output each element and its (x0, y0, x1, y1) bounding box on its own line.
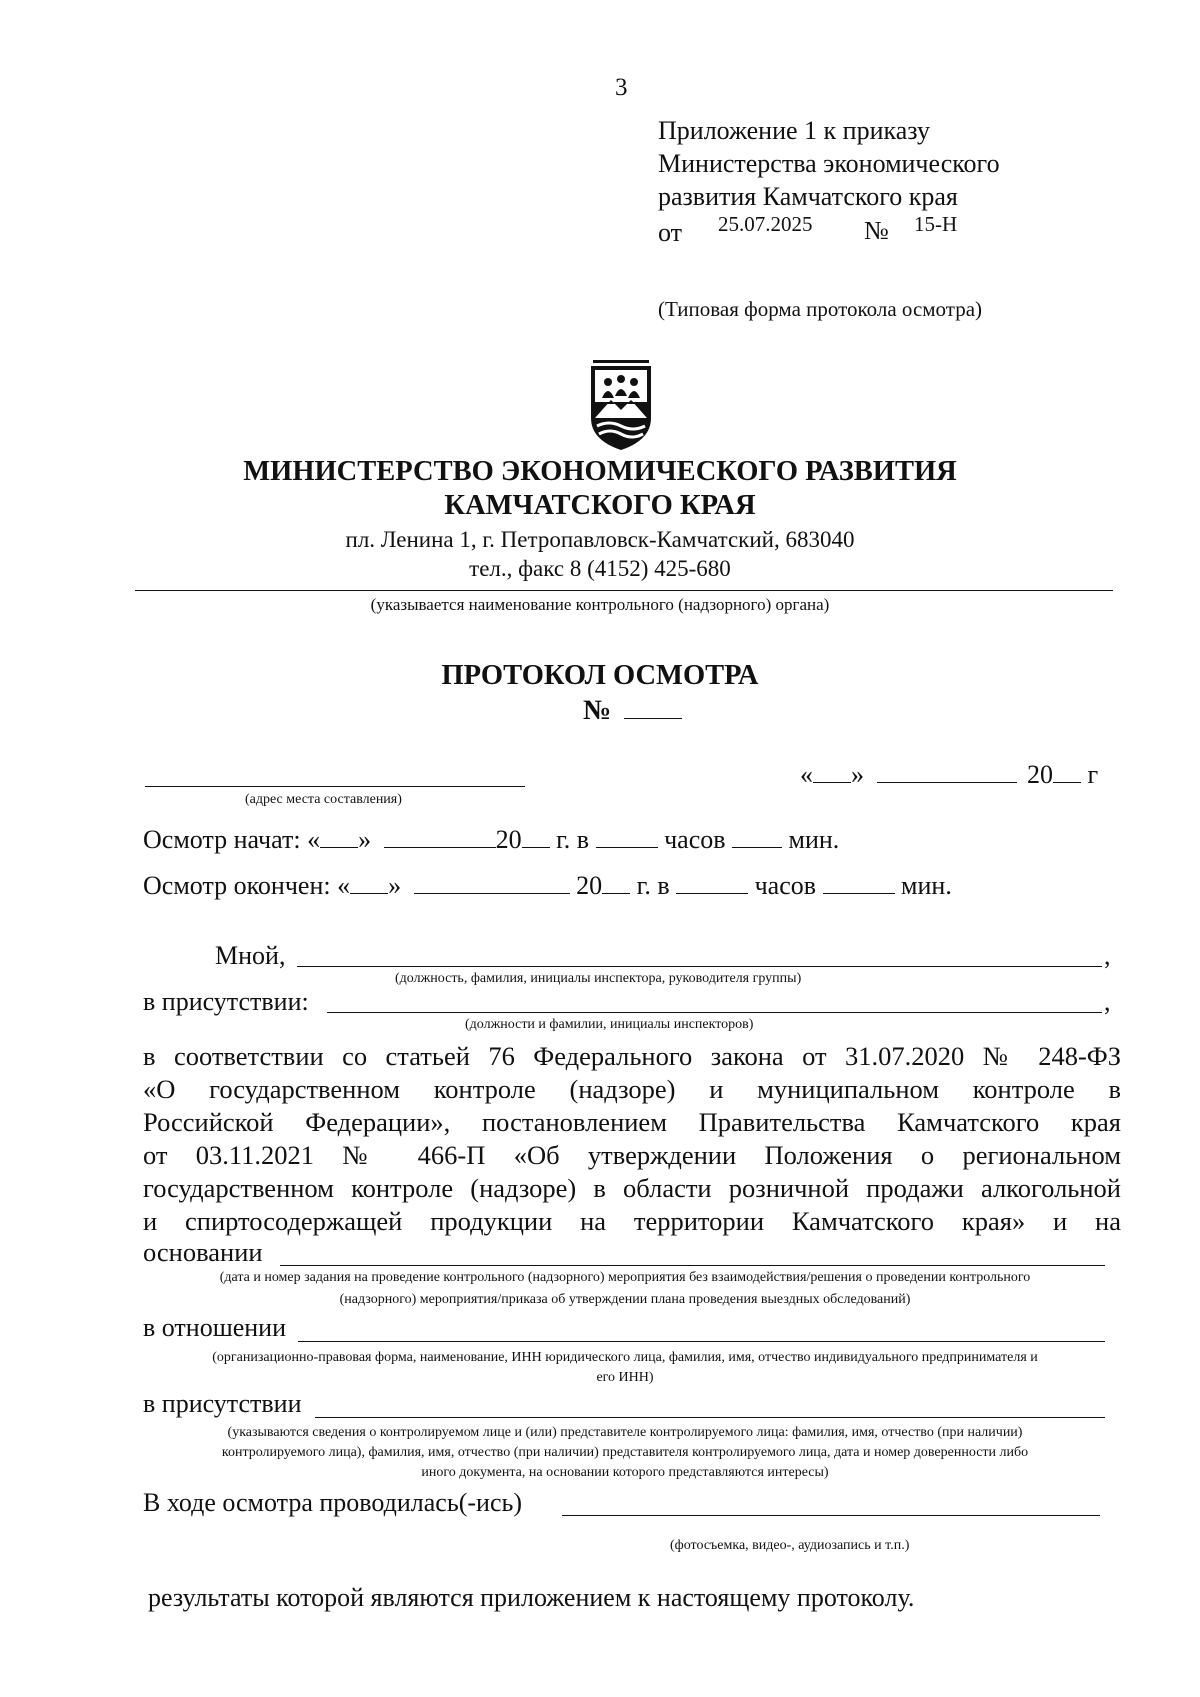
inspection-end-day-field[interactable] (350, 892, 388, 894)
recording-label: В ходе осмотра проводилась(-ись) (143, 1488, 522, 1517)
inspection-start-label: Осмотр начат: (143, 825, 301, 854)
document-year-prefix: 20 (1027, 760, 1053, 789)
page-number: 3 (615, 74, 628, 101)
document-day-field[interactable] (813, 781, 851, 783)
document-date-open-quote: « (800, 760, 813, 789)
inspection-start-year-suffix: г. в (556, 825, 590, 854)
regarding-field[interactable] (298, 1341, 1105, 1342)
appendix-from-label: от (658, 218, 683, 247)
protocol-number (583, 695, 682, 727)
org-caption: (указывается наименование контрольного (надзорного) органа) (370, 595, 830, 614)
regarding-caption-line2: его ИНН) (596, 1370, 654, 1385)
inspection-start-day-field[interactable] (320, 846, 358, 848)
inspection-end-minutes-label: мин. (901, 871, 952, 900)
inspection-end-close-quote: » (388, 871, 402, 900)
results-statement: результаты которой являются приложением к настоящему протоколу. (148, 1583, 915, 1612)
org-phone: тел., факс 8 (4152) 425-680 (469, 556, 731, 581)
basis-caption-line2: (надзорного) мероприятия/приказа об утверждении плана проведения выездных обследований) (339, 1292, 911, 1307)
basis-caption-line1: (дата и номер задания на проведение контрольного (надзорного) мероприятия без взаимодействия/решения о проведении контрольного (219, 1270, 1031, 1285)
basis-label: основании (143, 1237, 263, 1267)
inspection-start-minutes-field[interactable] (732, 846, 782, 848)
org-name-line1: МИНИСТЕРСТВО ЭКОНОМИЧЕСКОГО РАЗВИТИЯ (243, 456, 957, 487)
appendix-number: 15-Н (914, 212, 958, 236)
inspection-end-hours-label: часов (754, 871, 817, 900)
by-me-comma: , (1104, 941, 1111, 970)
protocol-number-label: № (583, 695, 612, 726)
inspection-end-label: Осмотр окончен: (143, 871, 331, 900)
org-address: пл. Ленина 1, г. Петропавловск-Камчатский, 683040 (345, 527, 855, 552)
appendix-no-label: № (864, 216, 889, 245)
org-divider (135, 590, 1113, 591)
regarding-label: в отношении (143, 1313, 287, 1342)
legal-basis-line: «О государственном контроле (надзоре) и муниципальном контроле в (143, 1074, 1121, 1104)
inspection-start-close-quote: » (358, 825, 372, 854)
presence-controlled-field[interactable] (315, 1417, 1105, 1418)
protocol-number-field[interactable] (624, 717, 682, 719)
appendix-date: 25.07.2025 (718, 212, 813, 236)
document-date-close-quote: » (851, 760, 864, 789)
regarding-caption-line1: (организационно-правовая форма, наименование, ИНН юридического лица, фамилия, имя, отчество индивидуального предпринимателя и (212, 1350, 1038, 1365)
inspection-start-minutes-label: мин. (788, 825, 840, 854)
inspection-start-month-field[interactable] (384, 846, 496, 848)
inspection-end-minutes-field[interactable] (823, 892, 895, 894)
appendix-line2: Министерства экономического (658, 149, 1000, 178)
presence-inspectors-caption: (должности и фамилии, инициалы инспекторов) (465, 1017, 754, 1032)
protocol-title: ПРОТОКОЛ ОСМОТРА (441, 660, 759, 691)
by-me-label: Мной, (215, 941, 286, 970)
form-type: (Типовая форма протокола осмотра) (658, 297, 983, 321)
appendix-line3: развития Камчатского края (658, 182, 958, 211)
by-me-field[interactable] (297, 966, 1102, 967)
basis-field[interactable] (280, 1265, 1105, 1266)
inspection-end-open-quote: « (337, 871, 351, 900)
legal-basis-line: государственном контроле (надзоре) в области розничной продажи алкогольной (143, 1173, 1121, 1203)
inspection-start-year-prefix: 20 (495, 825, 522, 854)
inspection-start-hours-field[interactable] (596, 846, 658, 848)
place-field[interactable] (145, 786, 525, 787)
place-caption: (адрес места составления) (245, 792, 402, 807)
recording-field[interactable] (562, 1515, 1100, 1516)
legal-basis-line: от 03.11.2021 № 466-П «Об утверждении Положения о региональном (143, 1140, 1121, 1170)
recording-caption: (фотосъемка, видео-, аудиозапись и т.п.) (670, 1538, 910, 1553)
inspection-start-year-field[interactable] (522, 846, 550, 848)
presence-controlled-caption-line2: контролируемого лица), фамилия, имя, отчество (при наличии) представителя контролируемого лица, дата и номер доверенности либо (221, 1445, 1029, 1460)
document-year-suffix: г (1087, 760, 1099, 789)
inspection-start-hours-label: часов (664, 825, 726, 854)
document-date (800, 760, 1098, 790)
presence-inspectors-label: в присутствии: (143, 987, 309, 1016)
org-name-line2: КАМЧАТСКОГО КРАЯ (444, 490, 756, 521)
presence-inspectors-comma: , (1104, 987, 1111, 1016)
inspection-end-year-field[interactable] (602, 892, 630, 894)
inspection-end-hours-field[interactable] (676, 892, 748, 894)
appendix-line1: Приложение 1 к приказу (658, 116, 931, 145)
legal-basis-line: Российской Федерации», постановлением Правительства Камчатского края (143, 1107, 1121, 1137)
presence-controlled-caption-line1: (указываются сведения о контролируемом лице и (или) представителе контролируемого лица: фамилия, имя, отчество (при наличии) (227, 1425, 1023, 1440)
inspection-start-open-quote: « (307, 825, 321, 854)
by-me-caption: (должность, фамилия, инициалы инспектора, руководителя группы) (395, 971, 802, 986)
inspection-end-year-prefix: 20 (576, 871, 603, 900)
inspection-end-year-suffix: г. в (636, 871, 670, 900)
inspection-start-row (143, 825, 839, 855)
presence-inspectors-field[interactable] (327, 1012, 1102, 1013)
kamchatka-coat-of-arms-icon (585, 360, 657, 452)
presence-controlled-caption-line3: иного документа, на основании которого представляются интересы) (421, 1465, 829, 1480)
legal-basis-paragraph (143, 1040, 1121, 1238)
inspection-end-month-field[interactable] (414, 892, 570, 894)
inspection-end-row (143, 871, 952, 901)
legal-basis-line: и спиртосодержащей продукции на территории Камчатского края» и на (143, 1206, 1121, 1236)
legal-basis-line: в соответствии со статьей 76 Федерального закона от 31.07.2020 № 248-ФЗ (143, 1041, 1121, 1071)
document-year-field[interactable] (1053, 781, 1081, 783)
presence-controlled-label: в присутствии (143, 1389, 302, 1418)
document-month-field[interactable] (877, 781, 1017, 783)
